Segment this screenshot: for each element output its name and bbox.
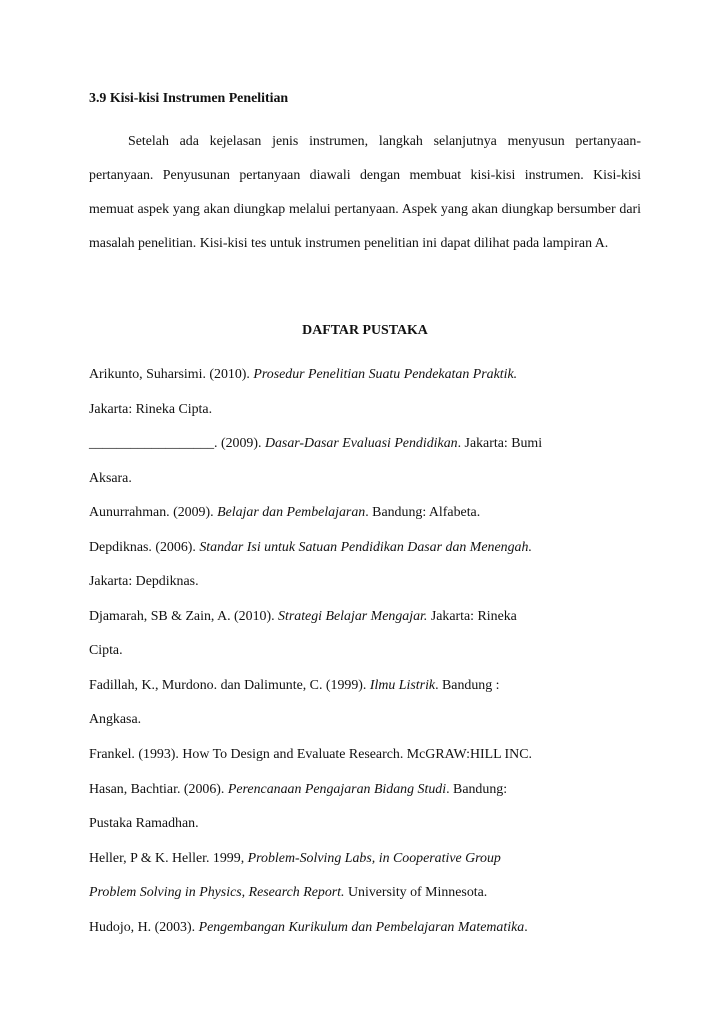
reference-line xyxy=(89,703,641,738)
reference-text: . Jakarta: Bumi xyxy=(457,436,543,452)
reference-title-text: Prosedur Penelitian Suatu Pendekatan Praktik. xyxy=(253,367,518,382)
reference-line xyxy=(89,773,641,808)
reference-line xyxy=(89,807,641,842)
reference-line xyxy=(89,462,641,497)
reference-line xyxy=(89,427,641,462)
reference-text: Jakarta: Rineka Cipta. xyxy=(89,401,213,417)
reference-line xyxy=(89,565,641,600)
reference-title-text: Belajar dan Pembelajaran xyxy=(217,505,366,521)
bibliography-heading: DAFTAR PUSTAKA xyxy=(302,323,428,338)
reference-text: . Bandung : xyxy=(435,677,500,693)
reference-line xyxy=(89,669,641,704)
reference-text: Depdiknas. (2006). xyxy=(89,539,200,555)
reference-title-text: Pengembangan Kurikulum dan Pembelajaran Matematika xyxy=(198,919,525,935)
reference-text: Frankel. (1993). How To Design and Evaluate Research. McGRAW:HILL INC. xyxy=(89,747,532,763)
reference-line xyxy=(89,738,641,773)
reference-line xyxy=(89,496,641,531)
reference-list xyxy=(89,358,641,945)
reference-line xyxy=(89,600,641,635)
reference-text: Jakarta: Rineka xyxy=(427,608,517,624)
reference-line xyxy=(89,634,641,669)
reference-text: Angkasa. xyxy=(89,712,142,728)
reference-text: Jakarta: Depdiknas. xyxy=(89,574,199,590)
paragraph-text: Setelah ada kejelasan jenis instrumen, langkah selanjutnya menyusun pertanyaan-pertanyaan. Penyusunan pertanyaan diawali dengan membuat kisi-kisi instrumen. Kisi-kisi memuat aspek yang akan diungkap melalui pertanyaan. Aspek yang akan diungkap bersumber dari masalah penelitian. Kisi-kisi tes untuk instrumen penelitian ini dapat dilihat pada lampiran A. xyxy=(89,134,641,251)
reference-line xyxy=(89,876,641,911)
reference-text: Djamarah, SB & Zain, A. (2010). xyxy=(89,608,279,624)
reference-title-text: Strategi Belajar Mengajar. xyxy=(278,608,428,624)
reference-line xyxy=(89,358,641,393)
reference-line xyxy=(89,531,641,566)
section-heading: 3.9 Kisi-kisi Instrumen Penelitian xyxy=(89,91,289,106)
reference-text: Cipta. xyxy=(89,643,123,659)
reference-line xyxy=(89,393,641,428)
reference-text: Pustaka Ramadhan. xyxy=(89,816,199,832)
reference-text: Heller, P & K. Heller. 1999, xyxy=(89,850,248,866)
reference-title-text: Ilmu Listrik xyxy=(369,677,436,693)
reference-text: Hasan, Bachtiar. (2006). xyxy=(89,781,228,797)
reference-title-text: Problem-Solving Labs, in Cooperative Group xyxy=(247,850,501,866)
reference-text: Fadillah, K., Murdono. dan Dalimunte, C. (1999). xyxy=(89,677,370,693)
reference-text: Arikunto, Suharsimi. (2010). xyxy=(89,367,254,382)
reference-title-text: Standar Isi untuk Satuan Pendidikan Dasar dan Menengah. xyxy=(199,539,532,555)
reference-text: Hudojo, H. (2003). xyxy=(89,919,199,935)
reference-title-text: Perencanaan Pengajaran Bidang Studi xyxy=(227,781,447,797)
reference-text: __________________. (2009). xyxy=(89,436,265,452)
reference-text: . xyxy=(524,919,528,935)
section-paragraph xyxy=(89,125,641,261)
reference-text: . Bandung: Alfabeta. xyxy=(365,505,481,521)
reference-title-text: Problem Solving in Physics, Research Report. xyxy=(89,885,345,901)
reference-text: University of Minnesota. xyxy=(344,885,488,901)
reference-text: Aksara. xyxy=(89,470,132,486)
reference-title-text: Dasar-Dasar Evaluasi Pendidikan xyxy=(264,436,458,452)
reference-line xyxy=(89,911,641,946)
reference-line xyxy=(89,842,641,877)
reference-text: . Bandung: xyxy=(446,781,508,797)
reference-text: Aunurrahman. (2009). xyxy=(89,505,218,521)
